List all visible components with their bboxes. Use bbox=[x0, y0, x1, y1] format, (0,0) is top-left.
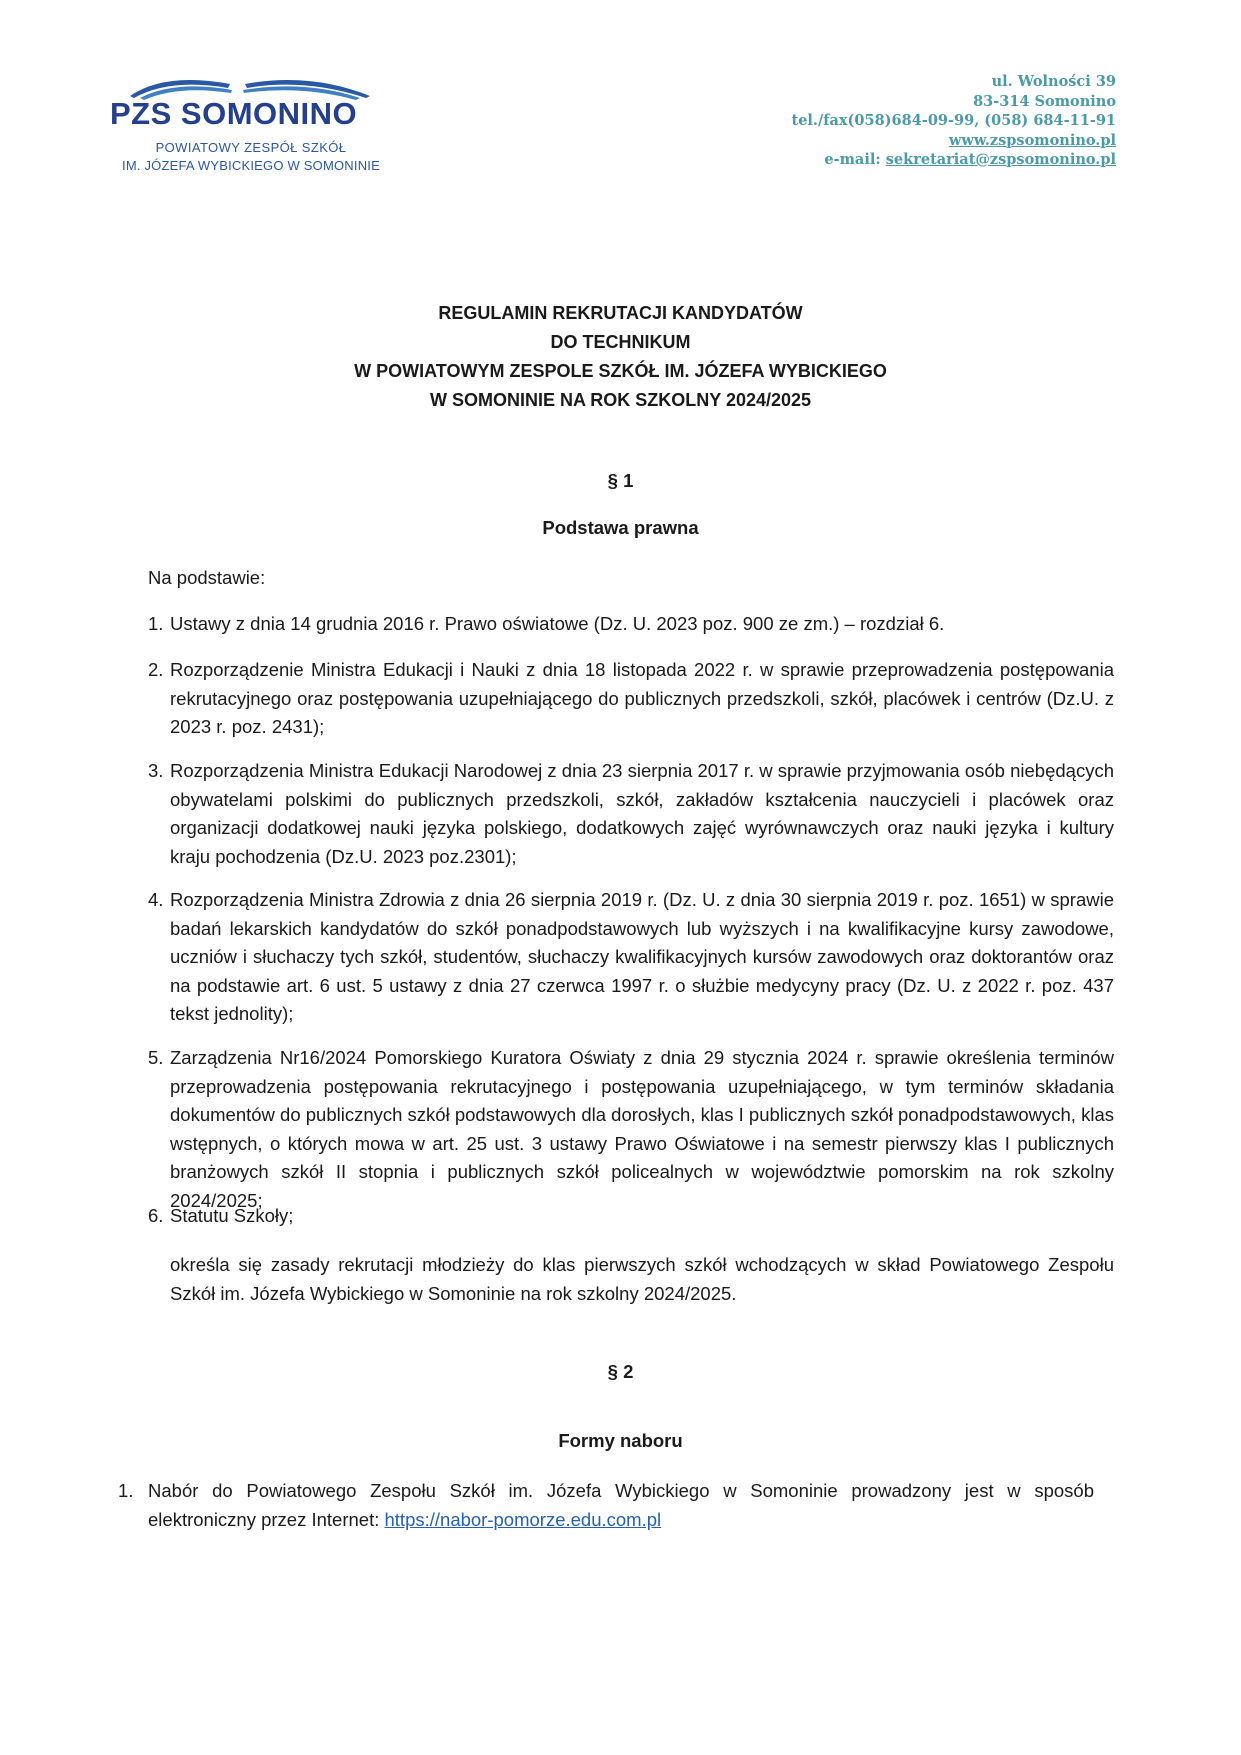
school-logo bbox=[96, 70, 406, 180]
contact-block bbox=[792, 72, 1117, 170]
title-line-2: DO TECHNIKUM bbox=[550, 332, 691, 352]
recruitment-portal-link[interactable]: https://nabor-pomorze.edu.com.pl bbox=[384, 1508, 662, 1530]
list-item-text: Statutu Szkoły; bbox=[170, 1205, 294, 1226]
list-item bbox=[148, 656, 1114, 742]
email-label: e-mail: bbox=[824, 151, 881, 168]
logo-wordmark: PZS SOMONINO bbox=[110, 96, 358, 131]
title-line-1: REGULAMIN REKRUTACJI KANDYDATÓW bbox=[438, 303, 803, 323]
list-item bbox=[148, 886, 1114, 1029]
list-item-number: 3. bbox=[148, 760, 164, 781]
section-1-number: § 1 bbox=[607, 470, 634, 491]
title-line-3: W POWIATOWYM ZESPOLE SZKÓŁ IM. JÓZEFA WYBICKIEGO bbox=[354, 361, 887, 381]
list-item bbox=[148, 1202, 1114, 1231]
list-item bbox=[148, 1044, 1114, 1215]
list-item bbox=[118, 1477, 1094, 1534]
section-2-heading: Formy naboru bbox=[558, 1430, 683, 1451]
document-title bbox=[0, 299, 1241, 415]
list-item-text: Rozporządzenie Ministra Edukacji i Nauki z dnia 18 listopada 2022 r. w sprawie przeprowadzenia postępowania rekrutacyjnego oraz postępowania uzupełniającego do publicznych przedszkoli, szkół, placówek i centrów (Dz.U. z 2023 r. poz. 2431); bbox=[170, 659, 1114, 737]
section-2-number: § 2 bbox=[607, 1361, 634, 1382]
section-1-closing: określa się zasady rekrutacji młodzieży do klas pierwszych szkół wchodzących w skład Powiatowego Zespołu Szkół im. Józefa Wybickiego w Somoninie na rok szkolny 2024/2025. bbox=[170, 1254, 1114, 1304]
title-line-4: W SOMONINIE NA ROK SZKOLNY 2024/2025 bbox=[429, 390, 812, 410]
section-1-intro: Na podstawie: bbox=[148, 567, 266, 588]
contact-phone: tel./fax(058)684-09-99, (058) 684-11-91 bbox=[791, 112, 1116, 129]
email-link[interactable]: sekretariat@zspsomonino.pl bbox=[885, 151, 1116, 168]
list-item bbox=[148, 610, 1114, 639]
section-1-heading: Podstawa prawna bbox=[542, 517, 699, 538]
contact-postal: 83-314 Somonino bbox=[973, 92, 1116, 110]
list-item bbox=[148, 757, 1114, 871]
list-item-text bbox=[118, 1477, 1094, 1534]
list-item-body: Nabór do Powiatowego Zespołu Szkół im. Józefa Wybickiego w Somoninie prowadzony jest w sposób elektroniczny przez Internet: bbox=[148, 1480, 1094, 1530]
list-item-number: 4. bbox=[148, 889, 164, 910]
list-item-number: 2. bbox=[148, 659, 164, 680]
contact-street: ul. Wolności 39 bbox=[991, 73, 1116, 90]
website-link[interactable]: www.zspsomonino.pl bbox=[948, 131, 1116, 149]
list-item-number: 1. bbox=[148, 613, 164, 634]
list-item-text: Zarządzenia Nr16/2024 Pomorskiego Kuratora Oświaty z dnia 29 stycznia 2024 r. sprawie określenia terminów przeprowadzenia postępowania rekrutacyjnego i postępowania uzupełniającego, w tym terminów składania dokumentów do publicznych szkół podstawowych dla dorosłych, klas I publicznych szkół ponadpodstawowych, klas wstępnych, o których mowa w art. 25 ust. 3 ustawy Prawo Oświatowe i na semestr pierwszy klas I publicznych branżowych szkół II stopnia i publicznych szkół policealnych w województwie pomorskim na rok szkolny 2024/2025; bbox=[170, 1047, 1114, 1211]
list-item-number: 5. bbox=[148, 1047, 164, 1068]
logo-subtitle-2: IM. JÓZEFA WYBICKIEGO W SOMONINIE bbox=[122, 158, 380, 173]
logo-subtitle-1: POWIATOWY ZESPÓŁ SZKÓŁ bbox=[155, 140, 347, 155]
list-item-number: 1. bbox=[118, 1480, 134, 1501]
list-item-number: 6. bbox=[148, 1205, 164, 1226]
list-item-text: Ustawy z dnia 14 grudnia 2016 r. Prawo oświatowe (Dz. U. 2023 poz. 900 ze zm.) – rozdział 6. bbox=[170, 613, 945, 634]
list-item-text: Rozporządzenia Ministra Edukacji Narodowej z dnia 23 sierpnia 2017 r. w sprawie przyjmowania osób niebędących obywatelami polskimi do publicznych przedszkoli, szkół, zakładów kształcenia nauczycieli i placówek oraz organizacji dodatkowej nauki języka polskiego, dodatkowych zajęć wyrównawczych oraz nauki języka i kultury kraju pochodzenia (Dz.U. 2023 poz.2301); bbox=[170, 760, 1114, 867]
list-item-text: Rozporządzenia Ministra Zdrowia z dnia 26 sierpnia 2019 r. (Dz. U. z dnia 30 sierpnia 2019 r. poz. 1651) w sprawie badań lekarskich kandydatów do szkół ponadpodstawowych lub wyższych i na kwalifikacyjne kursy zawodowe, uczniów i słuchaczy tych szkół, studentów, słuchaczy kwalifikacyjnych kursów zawodowych oraz doktorantów oraz na podstawie art. 6 ust. 5 ustawy z dnia 27 czerwca 1997 r. o służbie medycyny pracy (Dz. U. z 2022 r. poz. 437 tekst jednolity); bbox=[170, 889, 1114, 1024]
